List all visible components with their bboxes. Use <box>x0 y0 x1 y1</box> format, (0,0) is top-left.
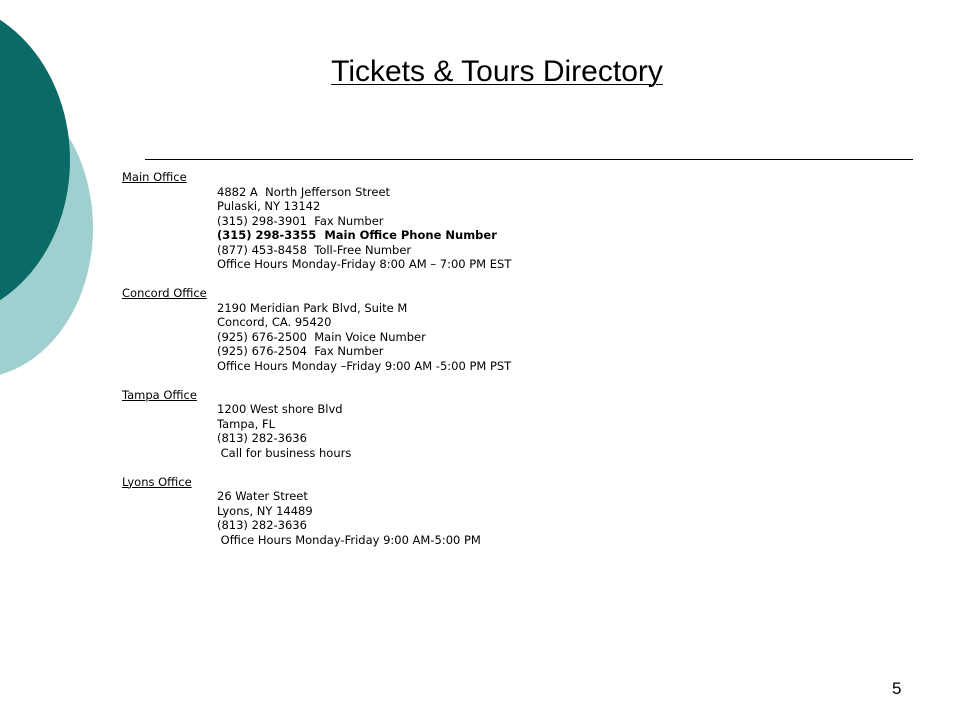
office-details <box>217 185 511 272</box>
office-detail-line: Tampa, FL <box>217 416 276 431</box>
office-details <box>217 301 511 374</box>
office-detail-line: 1200 West shore Blvd <box>217 402 343 416</box>
office-detail-line: Lyons, NY 14489 <box>217 503 313 518</box>
office-detail-line: 4882 A North Jefferson Street <box>217 184 391 199</box>
office-name-link[interactable]: Concord Office <box>122 286 207 300</box>
office-detail-line: Office Hours Monday-Friday 8:00 AM – 7:00 PM EST <box>217 257 512 271</box>
page-number: 5 <box>892 679 902 698</box>
office-entry <box>122 170 511 272</box>
office-entry <box>122 286 511 373</box>
office-detail-line: (813) 282-3636 <box>217 431 307 445</box>
office-entry <box>122 388 511 461</box>
office-name-link[interactable]: Lyons Office <box>122 474 192 489</box>
office-detail-line: (925) 676-2504 Fax Number <box>217 344 384 358</box>
office-detail-line: Call for business hours <box>217 445 352 460</box>
office-detail-line: (315) 298-3901 Fax Number <box>217 213 384 228</box>
title-divider <box>145 159 913 160</box>
office-entry <box>122 475 511 548</box>
office-detail-line: Pulaski, NY 13142 <box>217 199 321 213</box>
office-detail-line: Concord, CA. 95420 <box>217 315 332 329</box>
office-detail-line: Office Hours Monday –Friday 9:00 AM -5:00 PM PST <box>217 358 512 373</box>
office-details <box>217 489 511 547</box>
office-directory <box>122 170 511 562</box>
page-title: Tickets & Tours Directory <box>331 55 663 88</box>
office-detail-line: (315) 298-3355 Main Office Phone Number <box>217 228 497 242</box>
office-detail-line: (925) 676-2500 Main Voice Number <box>217 329 426 344</box>
office-detail-line: 26 Water Street <box>217 489 308 503</box>
office-detail-line: Office Hours Monday-Friday 9:00 AM-5:00 PM <box>217 532 481 547</box>
office-detail-line: (877) 453-8458 Toll-Free Number <box>217 242 412 257</box>
office-detail-line: (813) 282-3636 <box>217 518 307 532</box>
office-detail-line: 2190 Meridian Park Blvd, Suite M <box>217 300 408 315</box>
office-name-link[interactable]: Tampa Office <box>122 387 197 402</box>
office-name-link[interactable]: Main Office <box>122 170 187 184</box>
office-details <box>217 402 511 460</box>
